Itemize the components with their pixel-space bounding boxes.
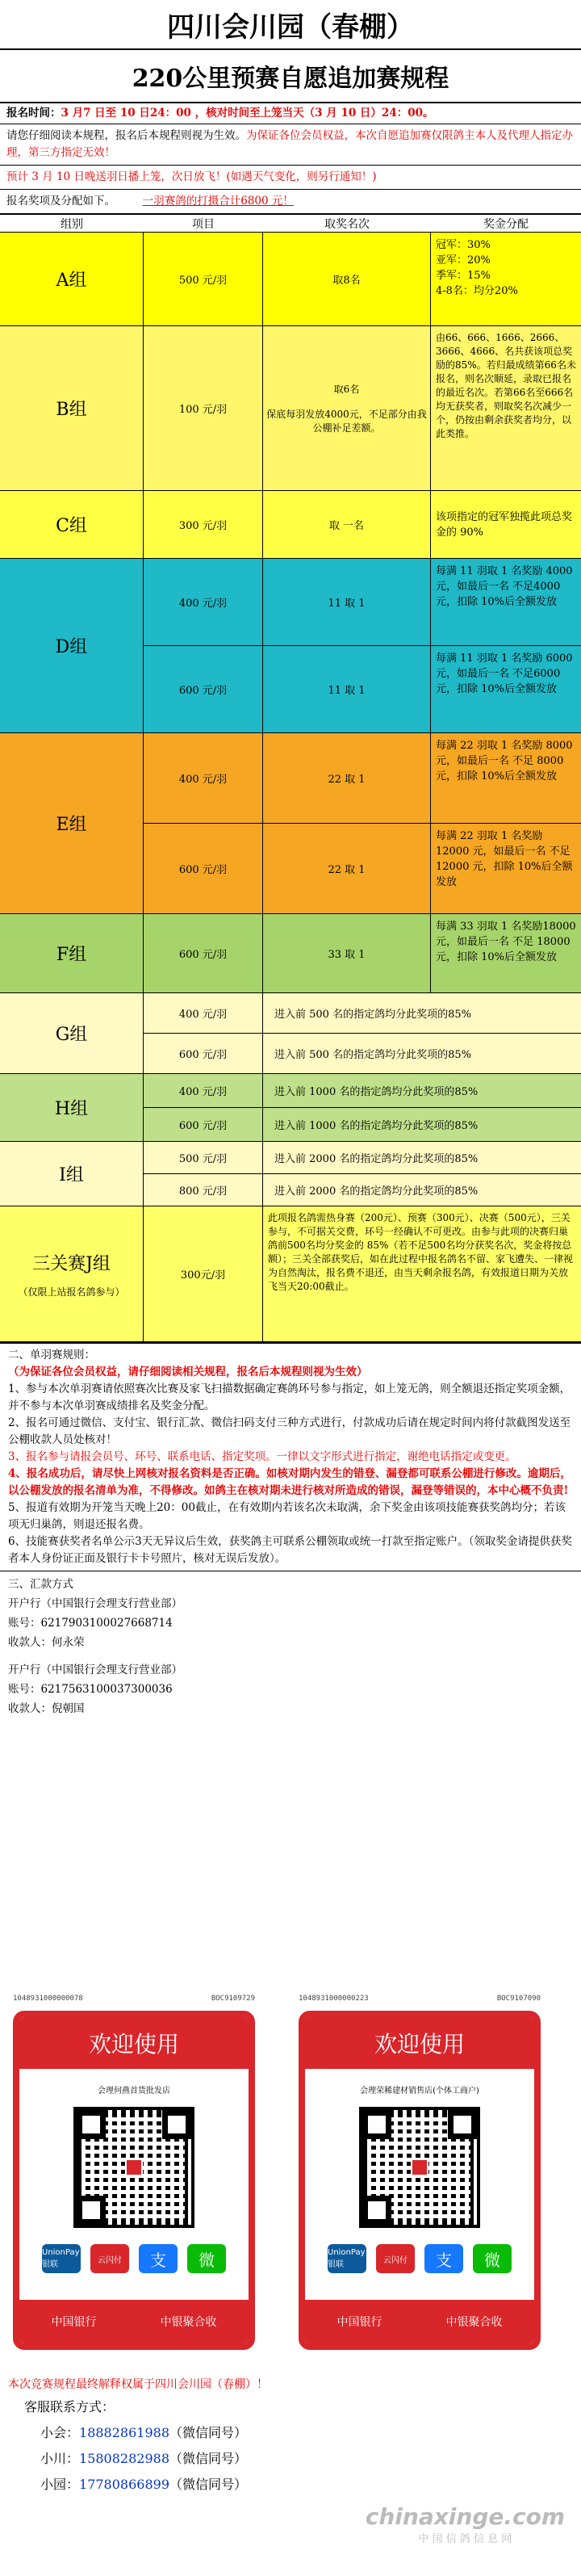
group-e-row [144, 824, 581, 913]
qr-welcome: 欢迎使用 [19, 2017, 249, 2069]
group-i-text: 进入前 2000 名的指定鸽均分此奖项的85% [274, 1185, 479, 1198]
group-i-price: 500 元/羽 [144, 1142, 263, 1173]
group-d-rank: 11 取 1 [263, 559, 431, 645]
rule-item: 2、报名可通过微信、支付宝、银行汇款、微信扫码支付三种方式进行，付款成功后请在规定时间内将付款截图发送至公棚收款人员处核对！ [8, 1416, 571, 1446]
group-d-row [144, 646, 581, 732]
group-c-dist: 该项指定的冠军独揽此项总奖金的 90% [436, 510, 573, 539]
group-b [0, 326, 581, 491]
group-a-price: 500 元/羽 [144, 233, 263, 325]
rule-item: 5、报道有效期为开笼当天晚上20：00截止，在有效期内若该名次未取满，余下奖金由该项技能赛获奖鸽均分；若该项无归巢鸽，则退还报名费。 [8, 1501, 566, 1531]
account-2: 账号：6217563100037300036 [8, 1683, 173, 1696]
group-h [0, 1074, 581, 1142]
group-i-price: 800 元/羽 [144, 1174, 263, 1206]
boc-logo: 中国银行 [51, 2316, 97, 2329]
payee-1: 收款人：何永荣 [8, 1636, 85, 1649]
page-subtitle: 220公里预赛自愿追加赛规程 [132, 65, 449, 93]
group-g-row [144, 1034, 581, 1073]
group-j-note: （仅限上站报名鸽参与） [18, 1286, 125, 1298]
group-b-rank: 取6名 保底每羽发放4000元，不足部分由我公棚补足差额。 [263, 326, 431, 490]
alipay-icon: 支 [424, 2244, 463, 2273]
group-g-price: 400 元/羽 [144, 993, 263, 1033]
cloudpay-icon: 云闪付 [90, 2244, 129, 2273]
qr-code[interactable] [359, 2107, 480, 2228]
rules-section [0, 1342, 581, 1571]
group-d-price: 600 元/羽 [144, 646, 263, 732]
group-c-price: 300 元/羽 [144, 491, 263, 558]
group-d-dist: 每满 11 羽取 1 名奖励 6000 元，如最后一名 不足6000元，扣除 10%后全额发放 [436, 652, 573, 695]
group-b-price: 100 元/羽 [144, 326, 263, 490]
contact-row [40, 2420, 573, 2446]
group-g-label: G组 [0, 993, 144, 1073]
unionpay-icon: UnionPay 银联 [42, 2244, 81, 2273]
contact-row [40, 2446, 573, 2472]
bank-1: 开户行（中国银行会理支行营业部） [8, 1597, 182, 1610]
contact-tag: （微信同号） [169, 2425, 248, 2440]
contact-phone[interactable]: 15808282988 [79, 2451, 169, 2466]
group-j-price: 300元/羽 [144, 1206, 263, 1341]
group-e-price: 400 元/羽 [144, 733, 263, 823]
qr-code[interactable] [73, 2107, 194, 2228]
forecast: 预计 3 月 10 日晚送羽日播上笼，次日放飞！(如遇天气变化，则另行通知！) [0, 165, 581, 189]
th-rank: 取奖名次 [324, 217, 370, 231]
group-a-label: A组 [0, 233, 144, 325]
qr-id-1: 1048931000000223 [299, 1995, 369, 2003]
group-f-price: 600 元/羽 [144, 914, 263, 992]
group-f-dist: 每满 33 羽取 1 名奖励18000 元，如最后一名 不足 18000 元，扣除 10%后全额发放 [436, 921, 576, 963]
group-d [0, 559, 581, 733]
group-h-row [144, 1074, 581, 1108]
group-c [0, 491, 581, 559]
group-f [0, 914, 581, 993]
contact-name: 小川： [40, 2451, 80, 2466]
rules-subtitle: （为保证各位会员权益，请仔细阅读相关规程，报名后本规程则视为生效） [8, 1366, 368, 1378]
award-label: 报名奖项及分配如下。 [6, 195, 111, 208]
group-j [0, 1206, 581, 1342]
group-e-dist: 每满 22 羽取 1 名奖励 8000 元，如最后一名 不足 8000 元，扣除 10%后全额发放 [436, 740, 573, 782]
notice [0, 124, 581, 165]
qr-service: 中银聚合收 [445, 2316, 503, 2329]
contact-tag: （微信同号） [169, 2451, 248, 2466]
remit-section [0, 1571, 581, 1722]
group-e-row [144, 733, 581, 824]
group-e-label: E组 [0, 733, 144, 913]
group-d-price: 400 元/羽 [144, 559, 263, 645]
boc-logo: 中国银行 [336, 2316, 382, 2329]
notice-2: 为保证各位会员权益，本次自愿追加赛仅限鸽主本人及代理人指定办理，第三方指定无效！ [6, 129, 573, 159]
group-j-dist: 此项报名鸽需热身赛（200元）、预赛（300元）、决赛（500元），三关参与，不可据关交费，环号一经确认不可更改。由参与此项的决赛归巢鸽前500名均分奖金的 85%（若不足500名均分获奖名次，奖金将按总额）；三关全部获奖后，如在此过程中报名鸽名不留、家飞遭失、一律视为自然淘汰，报名费不退还，由当天剩余报名鸽，有效报道日期为关放飞当天20:00截止。 [268, 1212, 574, 1292]
group-i-row [144, 1142, 581, 1174]
contact-phone[interactable]: 17780866899 [79, 2477, 169, 2492]
qr-company: 会理荣稀建材销售店(个体工商户) [360, 2087, 479, 2096]
group-g-text: 进入前 500 名的指定鸽均分此奖项的85% [274, 1009, 471, 1021]
group-g [0, 993, 581, 1074]
contact-tag: （微信同号） [169, 2477, 248, 2492]
group-a-dist: 冠军：30% 亚军：20% 季军：15% 4-8名：均分20% [436, 239, 518, 297]
reg-text: 3 月7 日至 10 日24：00 ，核对时间至上笼当天（3 月 10 日）24：00。 [61, 107, 434, 120]
contact-row [40, 2472, 573, 2498]
rules-title: 二、单羽赛规则： [8, 1349, 95, 1361]
final-note: 本次竞赛规程最终解释权属于四川会川园（春棚）！ [8, 2378, 268, 2391]
group-g-price: 600 元/羽 [144, 1034, 263, 1073]
group-a [0, 233, 581, 326]
group-i-label: I组 [0, 1142, 144, 1206]
rule-item: 1、参与本次单羽赛请依照赛次比赛及家飞扫描数据确定赛鸽环号参与指定，如上笼无鸽，则全额退还指定奖项金额，并不参与本次单羽赛成绩排名及奖金分配。 [8, 1382, 571, 1412]
table-header [0, 213, 581, 233]
group-h-text: 进入前 1000 名的指定鸽均分此奖项的85% [274, 1120, 479, 1132]
cloudpay-icon: 云闪付 [376, 2244, 415, 2273]
qr-welcome: 欢迎使用 [305, 2017, 534, 2069]
group-g-row [144, 993, 581, 1034]
account-1: 账号：6217903100027668714 [8, 1617, 173, 1630]
qr-id-1: 1048931000000078 [13, 1995, 83, 2003]
group-a-rank: 取8名 [263, 233, 431, 325]
th-group: 组别 [61, 217, 83, 231]
group-e [0, 733, 581, 914]
notice-1: 请您仔细阅读本规程，报名后本规程则视为生效。 [6, 129, 246, 142]
group-h-text: 进入前 1000 名的指定鸽均分此奖项的85% [274, 1086, 479, 1098]
group-d-label: D组 [0, 559, 144, 732]
qr-id-2: BOC9109729 [211, 1995, 255, 2003]
contact-name: 小会： [40, 2425, 80, 2440]
group-e-dist: 每满 22 羽取 1 名奖励 12000 元，如最后一名 不足 12000 元，扣除 10%后全额发放 [436, 830, 573, 888]
watermark [366, 2503, 565, 2545]
group-i [0, 1142, 581, 1206]
watermark-cn: 中 国 信 鸽 信 息 网 [418, 2533, 512, 2545]
group-h-price: 400 元/羽 [144, 1074, 263, 1107]
watermark-site: chinaxinge.com [365, 2503, 565, 2530]
group-f-label: F组 [0, 914, 144, 992]
remit-title: 三、汇款方式 [8, 1578, 73, 1591]
wechat-icon: 微 [473, 2244, 512, 2273]
reg-prefix: 报名时间： [6, 107, 61, 120]
group-j-name: 三关赛J组 [32, 1253, 111, 1274]
group-j-label [0, 1206, 144, 1341]
rule-item: 3、报名参与请报会员号、环号、联系电话、指定奖项。一律以文字形式进行指定，谢绝电话指定或变更。 [8, 1450, 516, 1463]
group-i-row [144, 1174, 581, 1206]
qr-card-2 [299, 2011, 541, 2350]
group-d-dist: 每满 11 羽取 1 名奖励 4000 元，如最后一名 不足4000 元，扣除 10%后全额发放 [436, 565, 573, 608]
payee-2: 收款人：倪朝国 [8, 1702, 85, 1715]
group-c-rank: 取 一名 [263, 491, 431, 558]
group-f-rank: 33 取 1 [263, 914, 431, 992]
group-h-price: 600 元/羽 [144, 1108, 263, 1141]
contact-name: 小园： [40, 2477, 80, 2492]
bank-2: 开户行（中国银行会理支行营业部） [8, 1663, 182, 1676]
qr-card-1 [13, 2011, 255, 2350]
award-total: 一羽赛鸽的打摄合计6800 元！ [142, 195, 294, 208]
contact-title: 客服联系方式： [24, 2399, 115, 2414]
group-h-label: H组 [0, 1074, 144, 1141]
group-i-text: 进入前 2000 名的指定鸽均分此奖项的85% [274, 1153, 479, 1165]
th-dist: 奖金分配 [483, 217, 529, 231]
group-b-label: B组 [0, 326, 144, 490]
group-g-text: 进入前 500 名的指定鸽均分此奖项的85% [274, 1049, 471, 1061]
alipay-icon: 支 [139, 2244, 178, 2273]
group-d-rank: 11 取 1 [263, 646, 431, 732]
qr-id-2: BOC9107090 [496, 1995, 541, 2003]
th-item: 项目 [192, 217, 215, 231]
unionpay-icon: UnionPay 银联 [328, 2244, 366, 2273]
group-e-rank: 22 取 1 [263, 733, 431, 823]
wechat-icon: 微 [187, 2244, 226, 2273]
reg-time [0, 102, 581, 124]
rule-item: 4、报名成功后，请尽快上网核对报名资料是否正确。如核对期内发生的错登、漏登都可联系公棚进行修改。逾期后，以公棚发放的报名清单为准，不得修改。如鸽主在核对期未进行核对所造成的错误，漏登等错误的，本中心概不负责! [8, 1467, 571, 1497]
qr-service: 中银聚合收 [160, 2316, 217, 2329]
group-e-rank: 22 取 1 [263, 824, 431, 913]
page-title: 四川会川园（春棚） [0, 0, 581, 50]
group-h-row [144, 1108, 581, 1141]
group-e-price: 600 元/羽 [144, 824, 263, 913]
contact-phone[interactable]: 18882861988 [79, 2425, 169, 2440]
group-d-row [144, 559, 581, 646]
rule-item: 6、技能赛获奖者名单公示3天无异议后生效，获奖鸽主可联系公棚领取或统一打款至指定账户。（领取奖金请提供获奖者本人身份证正面及银行卡卡号照片，核对无误后发放）。 [8, 1535, 572, 1565]
contact-section [8, 2376, 573, 2498]
group-c-label: C组 [0, 491, 144, 558]
qr-company: 会理何燕首货批发店 [98, 2087, 170, 2096]
award-line [0, 189, 581, 213]
group-b-dist: 由66、666、1666、2666、3666、4666、名共获该项总奖励的85%。若归最成绩第66名未报名，则名次顺延，录取已报名的最近名次。若第66名至666名均无获奖者，则取奖名次减少一个，仍按由剩余获奖者均分，以此类推。 [436, 332, 576, 439]
